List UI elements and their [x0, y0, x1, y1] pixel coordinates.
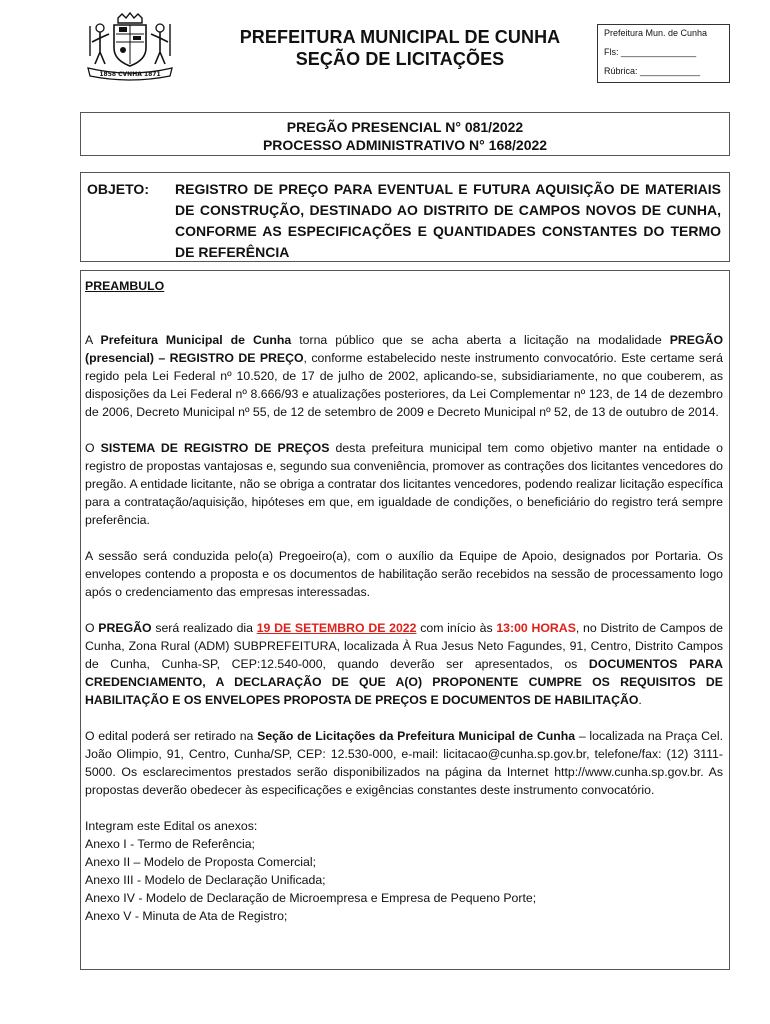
- preambulo-paragraph-1: A Prefeitura Municipal de Cunha torna público que se acha aberta a licitação na modalidade PREGÃO (presencial) – REGISTRO DE PREÇO, conforme estabelecido neste instrumento convocatório. Este certame será regido pela Lei Federal nº 10.520, de 17 de julho de 2002, aplicando-se, subsidiariamente, no que couberem, as disposições da Lei Federal nº 8.666/93 e atualizações posteriores, da Lei Complementar nº 123, de 14 de dezembro de 2006, Decreto Municipal nº 55, de 12 de setembro de 2009 e Decreto Municipal nº 52, de 13 de outubro de 2014.: [85, 333, 724, 419]
- list-item: Anexo I - Termo de Referência;: [85, 837, 255, 851]
- list-item: Anexo III - Modelo de Declaração Unificada;: [85, 873, 326, 887]
- preambulo-paragraph-4: O PREGÃO será realizado dia 19 DE SETEMBRO DE 2022 com início às 13:00 HORAS, no Distrito de Campos de Cunha, Zona Rural (ADM) SUBPREFEITURA, localizada À Rua Jesus Neto Fagundes, 91, Centro, Distrito Campos de Cunha, Cunha-SP, CEP:12.540-000, quando deverão ser apresentados, os DOCUMENTOS PARA CREDENCIAMENTO, A DECLARAÇÃO DE QUE A(O) PROPONENTE CUMPRE OS REQUISITOS DE HABILITAÇÃO E OS ENVELOPES PROPOSTA DE PREÇOS E DOCUMENTOS DE HABILITAÇÃO.: [85, 621, 724, 707]
- preambulo-paragraph-5: O edital poderá ser retirado na Seção de Licitações da Prefeitura Municipal de Cunha – localizada na Praça Cel. João Olimpio, 91, Centro, Cunha/SP, CEP: 12.530-000, e-mail: licitacao@cunha.sp.gov.br, telefone/fax: (12) 3111-5000. Os esclarecimentos prestados serão disponibilizados na página da Internet http://www.cunha.sp.gov.br. As propostas deverão obedecer às especificações e exigências constantes deste instrumento convocatório.: [85, 729, 723, 797]
- coat-of-arms-icon: [80, 12, 180, 82]
- stamp-title: Prefeitura Mun. de Cunha: [604, 28, 708, 38]
- session-date: 19 DE SETEMBRO DE 2022: [256, 621, 417, 635]
- preambulo-box: [80, 270, 730, 970]
- page-header: [190, 26, 610, 70]
- anexos-list: [85, 817, 723, 925]
- page-stamp-box: [597, 24, 730, 83]
- objeto-label: OBJETO:: [87, 181, 149, 197]
- session-time: 13:00 HORAS: [496, 621, 576, 635]
- list-item: Anexo II – Modelo de Proposta Comercial;: [85, 855, 317, 869]
- stamp-rubrica: Rúbrica: ____________: [604, 66, 701, 76]
- pregao-box: [80, 112, 730, 156]
- preambulo-paragraph-2: O SISTEMA DE REGISTRO DE PREÇOS desta prefeitura municipal tem como objetivo manter na entidade o registro de propostas vantajosas e, segundo sua conveniência, promover as contrações dos licitantes vencedores do pregão. A entidade licitante, não se obriga a contratar dos licitantes vencedores, podendo realizar licitação específica para a contratação/aquisição, hipóteses em que, em igualdade de condições, o beneficiário do registro terá sempre preferência.: [85, 441, 724, 527]
- objeto-box: [80, 172, 730, 262]
- preambulo-paragraph-3: A sessão será conduzida pelo(a) Pregoeiro(a), com o auxílio da Equipe de Apoio, designados por Portaria. Os envelopes contendo a proposta e os documentos de habilitação serão recebidos na sessão de processamento logo após o credenciamento das empresas interessadas.: [85, 549, 723, 599]
- stamp-fls: Fls: _______________: [604, 47, 697, 57]
- list-item: Anexo V - Minuta de Ata de Registro;: [85, 909, 288, 923]
- svg-text:1858 CVNHA 1871: 1858 CVNHA 1871: [99, 71, 161, 78]
- pregao-number: PREGÃO PRESENCIAL N° 081/2022: [286, 119, 524, 135]
- preambulo-heading: PREAMBULO: [85, 279, 165, 293]
- header-line-2: SEÇÃO DE LICITAÇÕES: [295, 49, 505, 69]
- header-line-1: PREFEITURA MUNICIPAL DE CUNHA: [239, 27, 561, 47]
- processo-number: PROCESSO ADMINISTRATIVO N° 168/2022: [262, 137, 548, 153]
- list-item: Anexo IV - Modelo de Declaração de Microempresa e Empresa de Pequeno Porte;: [85, 891, 537, 905]
- objeto-text: REGISTRO DE PREÇO PARA EVENTUAL E FUTURA AQUISIÇÃO DE MATERIAIS DE CONSTRUÇÃO, DESTINADO AO DISTRITO DE CAMPOS NOVOS DE CUNHA, CONFORME AS ESPECIFICAÇÕES E QUANTIDADES CONSTANTES DO TERMO DE REFERÊNCIA: [175, 181, 721, 260]
- anexos-intro: Integram este Edital os anexos:: [85, 819, 258, 833]
